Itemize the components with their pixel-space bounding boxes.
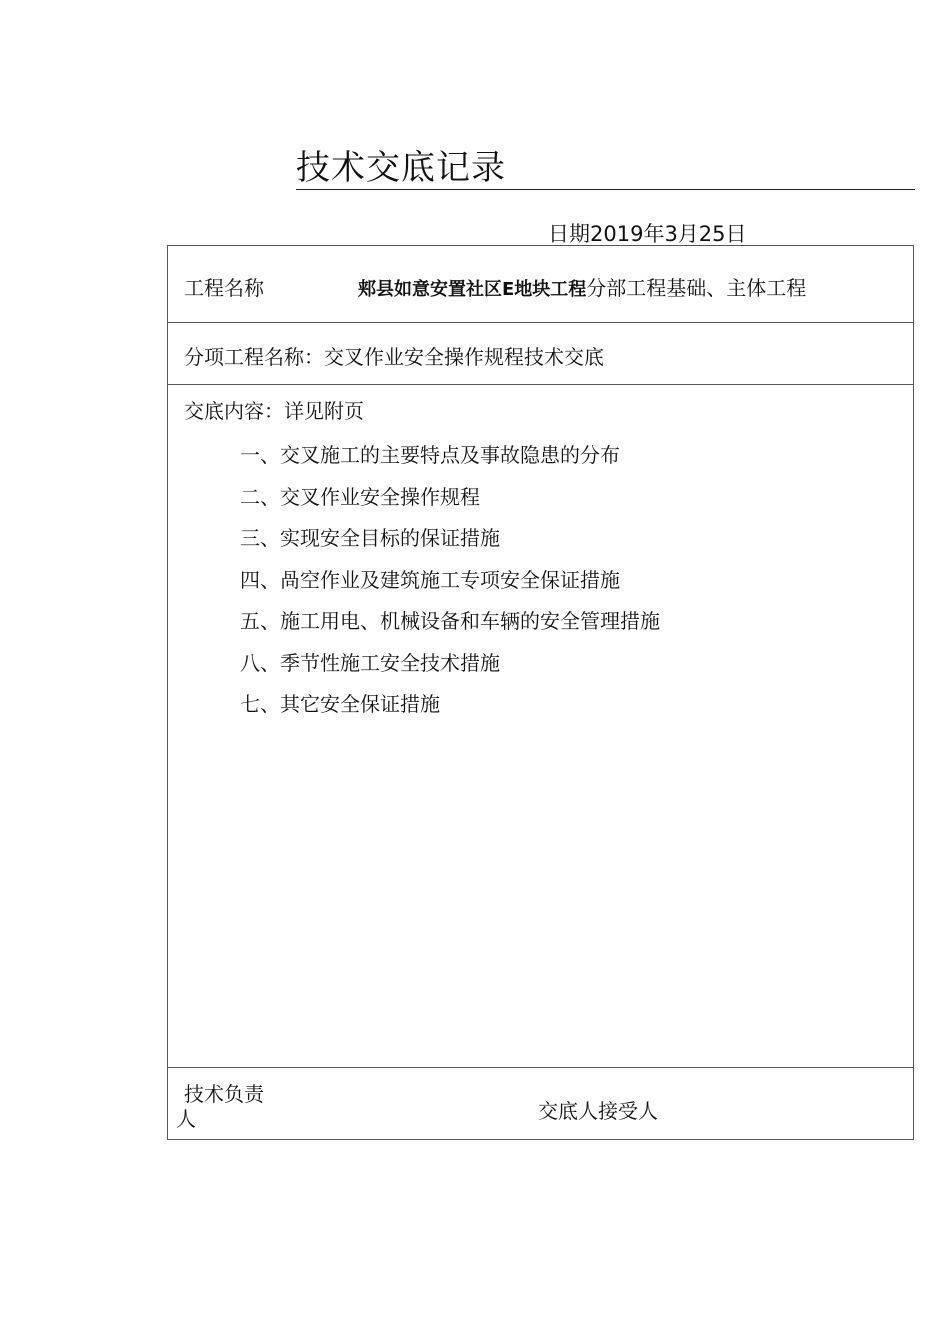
- content-row: [168, 384, 913, 1068]
- list-item: 八、季节性施工安全技术措施: [240, 650, 500, 675]
- project-name-label: 工程名称: [184, 276, 264, 300]
- tech-lead-label: [176, 1082, 286, 1132]
- tech-lead-label-line1: 技术负责: [184, 1082, 264, 1106]
- subproject-row: [168, 322, 913, 385]
- list-item: 七、其它安全保证措施: [240, 692, 440, 716]
- list-item: 五、施工用电、机械设备和车辆的安全管理措施: [240, 609, 660, 633]
- list-item: 四、咼空作业及建筑施工专项安全保证措施: [240, 567, 620, 592]
- subproject-name: 分项工程名称：交叉作业安全操作规程技术交底: [184, 345, 604, 369]
- project-name-rest: 分部工程基础、主体工程: [586, 276, 807, 300]
- tech-lead-label-line2: 人: [176, 1107, 196, 1131]
- list-item: 三、实现安全目标的保证措施: [240, 526, 500, 550]
- project-name-bold: 郏县如意安置社区E地块工程: [358, 279, 587, 300]
- project-name-row: [168, 246, 913, 322]
- disclosure-form-table: [167, 245, 914, 1140]
- record-date: 日期2019年3月25日: [548, 222, 747, 246]
- project-name-value: [358, 272, 806, 301]
- signature-row: [168, 1067, 913, 1142]
- receiver-label: 交底人接受人: [538, 1099, 658, 1123]
- list-item: 二、交叉作业安全操作规程: [240, 484, 480, 509]
- title-underline: [296, 189, 915, 190]
- content-heading: 交底内容：详见附页: [184, 399, 364, 423]
- list-item: 一、交叉施工的主要特点及事故隐患的分布: [240, 443, 620, 467]
- document-title: 技术交底记录: [296, 148, 506, 188]
- content-item-list: [240, 441, 660, 732]
